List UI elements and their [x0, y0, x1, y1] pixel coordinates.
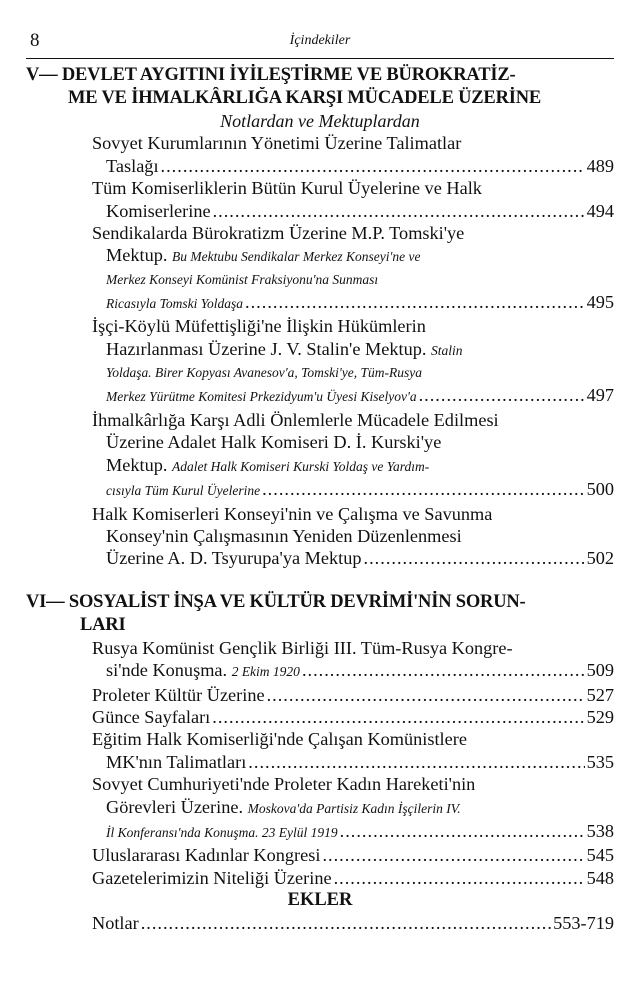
- dot-leader: [364, 547, 585, 569]
- entry-leader: [92, 155, 614, 177]
- entry-line: Üzerine A. D. Tsyurupa'ya Mektup: [106, 548, 362, 569]
- entry-line: Taslağı: [106, 155, 159, 176]
- entry-line: Proleter Kültür Üzerine: [92, 684, 265, 705]
- toc-entry[interactable]: [26, 773, 614, 844]
- dot-leader: [161, 155, 585, 177]
- dot-leader: [419, 384, 585, 406]
- entry-leader: [92, 867, 614, 889]
- section-heading-line: VI— SOSYALİST İNŞA VE KÜLTÜR DEVRİMİ'NİN SORUN-: [26, 591, 526, 612]
- dot-leader: [212, 706, 584, 728]
- page-ref: 509: [586, 660, 614, 681]
- entry-text: si'nde Konuşma.: [106, 660, 228, 681]
- page-ref: 553-719: [553, 912, 614, 933]
- page-ref: 495: [586, 291, 614, 312]
- dot-leader: [334, 867, 585, 889]
- section-subtitle: Notlardan ve Mektuplardan: [220, 111, 420, 131]
- entry-line: Notlar: [92, 912, 139, 933]
- entry-note: 2 Ekim 1920: [231, 664, 300, 680]
- entry-line: MK'nın Talimatları: [106, 751, 247, 772]
- entry-line: Tüm Komiserliklerin Bütün Kurul Üyelerine ve Halk: [92, 178, 482, 199]
- page-ref: 527: [586, 684, 614, 705]
- dot-leader: [213, 200, 585, 222]
- page-ref: 489: [586, 155, 614, 176]
- toc-entry[interactable]: [26, 844, 614, 866]
- dot-leader: [340, 820, 585, 842]
- toc-entry[interactable]: [26, 867, 614, 889]
- entry-note: Yoldaşa. Birer Kopyası Avanesov'a, Tomski'ye, Tüm-Rusya: [106, 365, 423, 381]
- page-ref: 538: [586, 820, 614, 841]
- entry-note: Ricasıyla Tomski Yoldaşa: [106, 295, 244, 311]
- toc-entry[interactable]: [26, 222, 614, 315]
- toc-entry[interactable]: [26, 409, 614, 503]
- entry-leader: [92, 291, 614, 315]
- dot-leader: [322, 844, 584, 866]
- page-header: [26, 30, 614, 56]
- entry-line: İhmalkârlığa Karşı Adli Önlemlerle Mücadele Edilmesi: [92, 409, 499, 430]
- entry-line: [92, 338, 614, 362]
- entry-line: Sovyet Cumhuriyeti'nde Proleter Kadın Hareketi'nin: [92, 774, 476, 795]
- entry-leader: [92, 384, 614, 408]
- toc-entry[interactable]: [26, 132, 614, 177]
- entry-line: Komiserlerine: [106, 200, 211, 221]
- toc-entry[interactable]: [26, 315, 614, 409]
- entry-line: Gazetelerimizin Niteliği Üzerine: [92, 867, 332, 888]
- dot-leader: [245, 291, 585, 313]
- entry-leader: [92, 684, 614, 706]
- dot-leader: [141, 912, 551, 934]
- entry-line: Günce Sayfaları: [92, 706, 211, 727]
- section-heading-line: LARI: [80, 614, 126, 635]
- entry-leader: [92, 547, 614, 569]
- entry-leader: [92, 912, 614, 934]
- appendix-heading: EKLER: [287, 890, 353, 911]
- entry-note: cısıyla Tüm Kurul Üyelerine: [106, 483, 261, 499]
- entry-line: Üzerine Adalet Halk Komiseri D. İ. Kurski'ye: [106, 432, 442, 453]
- section-heading-line: ME VE İHMALKÂRLIĞA KARŞI MÜCADELE ÜZERİNE: [68, 88, 542, 108]
- page-ref: 535: [586, 751, 614, 772]
- section-gap: [26, 570, 614, 591]
- dot-leader: [262, 478, 584, 500]
- entry-line: Uluslararası Kadınlar Kongresi: [92, 845, 321, 866]
- page-ref: 545: [586, 845, 614, 866]
- entry-line: [92, 796, 614, 820]
- toc-content: [26, 64, 614, 934]
- entry-text: Mektup.: [106, 454, 168, 475]
- toc-entry[interactable]: [26, 912, 614, 934]
- entry-note: Moskova'da Partisiz Kadın İşçilerin IV.: [247, 800, 461, 816]
- entry-line: Halk Komiserleri Konseyi'nin ve Çalışma ve Savunma: [92, 503, 493, 524]
- toc-entry[interactable]: [26, 503, 614, 570]
- entry-leader: [92, 659, 614, 683]
- header-rule: [26, 58, 614, 59]
- toc-entry[interactable]: [26, 637, 614, 684]
- toc-entry[interactable]: [26, 706, 614, 728]
- page-ref: 548: [586, 867, 614, 888]
- entry-line: Rusya Komünist Gençlik Birliği III. Tüm-Rusya Kongre-: [92, 637, 513, 658]
- entry-note: Bu Mektubu Sendikalar Merkez Konseyi'ne ve: [172, 249, 421, 265]
- entry-line: Eğitim Halk Komiserliği'nde Çalışan Komünistlere: [92, 729, 467, 750]
- page-ref: 502: [586, 548, 614, 569]
- page-ref: 494: [586, 200, 614, 221]
- section-heading: [26, 591, 614, 637]
- entry-text: Görevleri Üzerine.: [106, 796, 244, 817]
- page-ref: 500: [586, 479, 614, 500]
- entry-leader: [92, 478, 614, 502]
- entry-note: Merkez Yürütme Komitesi Prkezidyum'u Üyesi Kiselyov'a: [106, 389, 417, 405]
- entry-note: Stalin: [431, 342, 463, 358]
- entry-text: Hazırlanması Üzerine J. V. Stalin'e Mektup.: [106, 338, 427, 359]
- entry-note: İl Konferansı'nda Konuşma. 23 Eylül 1919: [106, 824, 338, 840]
- entry-note: Merkez Konseyi Komünist Fraksiyonu'na Sunması: [106, 271, 379, 287]
- dot-leader: [302, 659, 585, 681]
- toc-entry[interactable]: [26, 684, 614, 706]
- entry-line: [92, 454, 614, 478]
- entry-leader: [92, 820, 614, 844]
- toc-entry[interactable]: [26, 177, 614, 222]
- entry-leader: [92, 751, 614, 773]
- entry-leader: [92, 706, 614, 728]
- running-title: İçindekiler: [289, 33, 351, 48]
- entry-line: İşçi-Köylü Müfettişliği'ne İlişkin Hükümlerin: [92, 316, 426, 337]
- toc-entry[interactable]: [26, 728, 614, 773]
- entry-line: [92, 244, 614, 268]
- entry-line: Konsey'nin Çalışmasının Yeniden Düzenlenmesi: [106, 525, 462, 546]
- section-heading: [26, 64, 614, 110]
- section-heading-line: V— DEVLET AYGITINI İYİLEŞTİRME VE BÜROKRATİZ-: [26, 65, 516, 85]
- entry-note: Adalet Halk Komiseri Kurski Yoldaş ve Yardım-: [172, 458, 430, 474]
- entry-line: Sovyet Kurumlarının Yönetimi Üzerine Talimatlar: [92, 133, 462, 154]
- entry-line: Sendikalarda Bürokratizm Üzerine M.P. Tomski'ye: [92, 223, 465, 244]
- page-ref: 529: [586, 706, 614, 727]
- entry-text: Mektup.: [106, 245, 168, 266]
- dot-leader: [248, 751, 584, 773]
- entry-leader: [92, 844, 614, 866]
- dot-leader: [267, 684, 585, 706]
- entry-leader: [92, 200, 614, 222]
- page-number: 8: [30, 30, 40, 51]
- page-ref: 497: [586, 385, 614, 406]
